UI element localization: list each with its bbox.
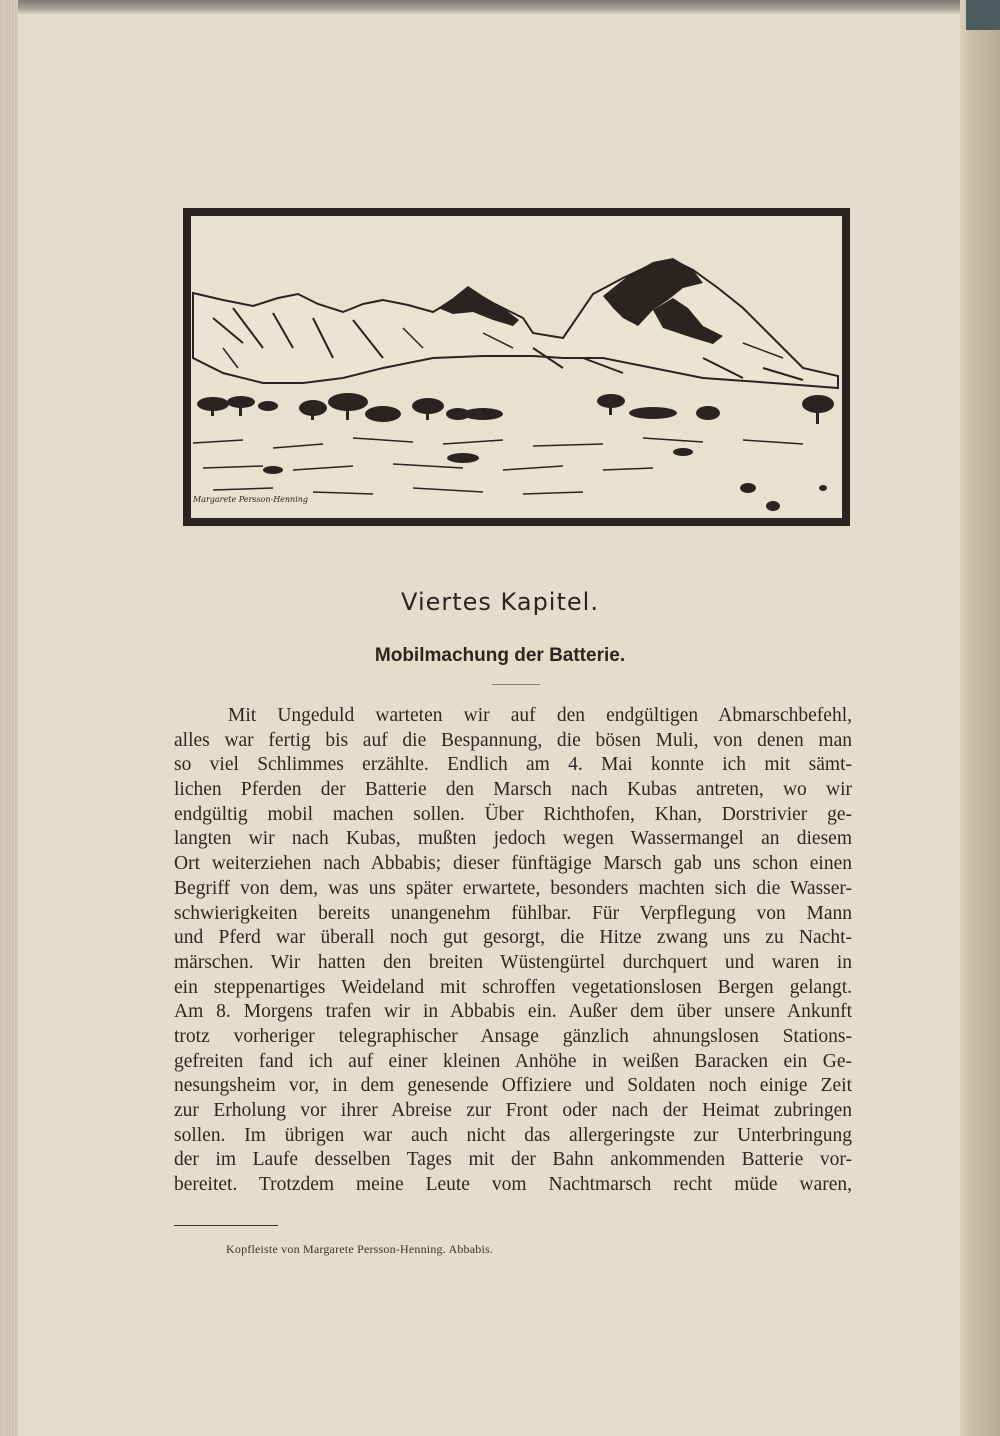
body-line: langten wir nach Kubas, mußten jedoch wegen Wassermangel an diesem <box>174 828 852 850</box>
body-text <box>174 704 852 1198</box>
body-line: sollen. Im übrigen war auch nicht das allergeringste zur Unterbringung <box>174 1124 852 1146</box>
body-line: zur Erholung vor ihrer Abreise zur Front oder nach der Heimat zubringen <box>174 1100 852 1121</box>
body-line: märschen. Wir hatten den breiten Wüstengürtel durchquert und waren in <box>174 951 852 973</box>
book-cover-corner <box>966 0 1000 30</box>
body-line: nesungsheim vor, in dem genesende Offiziere und Soldaten noch einige Zeit <box>174 1075 852 1097</box>
page-stack-left <box>0 0 18 1436</box>
chapter-title: Viertes Kapitel. <box>401 588 599 616</box>
page-edge-right <box>960 0 1000 1436</box>
body-line: Mit Ungeduld warteten wir auf den endgültigen Abmarschbefehl, <box>228 705 852 726</box>
body-line: Am 8. Morgens trafen wir in Abbabis ein. Außer dem über unsere Ankunft <box>174 1001 852 1023</box>
body-line: und Pferd war überall noch gut gesorgt, die Hitze zwang uns zu Nacht- <box>174 927 852 949</box>
body-line: der im Laufe desselben Tages mit der Bahn ankommenden Batterie vor- <box>174 1149 852 1171</box>
headpiece-signature: Margarete Persson-Henning <box>193 495 309 504</box>
footnote-rule <box>174 1225 278 1226</box>
body-line: trotz vorheriger telegraphischer Ansage gänzlich ahnungslosen Stations- <box>174 1025 852 1047</box>
body-line: lichen Pferden der Batterie den Marsch nach Kubas antreten, wo wir <box>174 779 852 801</box>
body-line: gefreiten fand ich auf einer kleinen Anhöhe in weißen Baracken ein Ge- <box>174 1050 852 1072</box>
page-top-edge <box>0 0 1000 14</box>
body-line: alles war fertig bis auf die Bespannung, die bösen Muli, von denen man <box>174 729 852 751</box>
title-divider <box>492 684 540 685</box>
body-line: Ort weiterziehen nach Abbabis; dieser fünftägige Marsch gab uns schon einen <box>174 853 852 875</box>
body-line: endgültig mobil machen sollen. Über Richthofen, Khan, Dorstrivier ge- <box>174 803 852 825</box>
body-line: bereitet. Trotzdem meine Leute vom Nachtmarsch recht müde waren, <box>174 1174 852 1196</box>
chapter-subtitle: Mobilmachung der Batterie. <box>374 645 626 666</box>
body-line: schwierigkeiten bereits unangenehm fühlbar. Für Verpflegung von Mann <box>174 902 852 924</box>
body-line: ein steppenartiges Weideland mit schroffen vegetationslosen Bergen gelangt. <box>174 976 852 998</box>
body-line: Begriff von dem, was uns später erwartete, besonders machten sich die Wasser- <box>174 877 852 899</box>
footnote: Kopfleiste von Margarete Persson-Henning. Abbabis. <box>226 1242 494 1256</box>
body-line: so viel Schlimmes erzählte. Endlich am 4. Mai konnte ich mit sämt- <box>174 754 852 776</box>
headpiece-illustration <box>183 208 850 526</box>
